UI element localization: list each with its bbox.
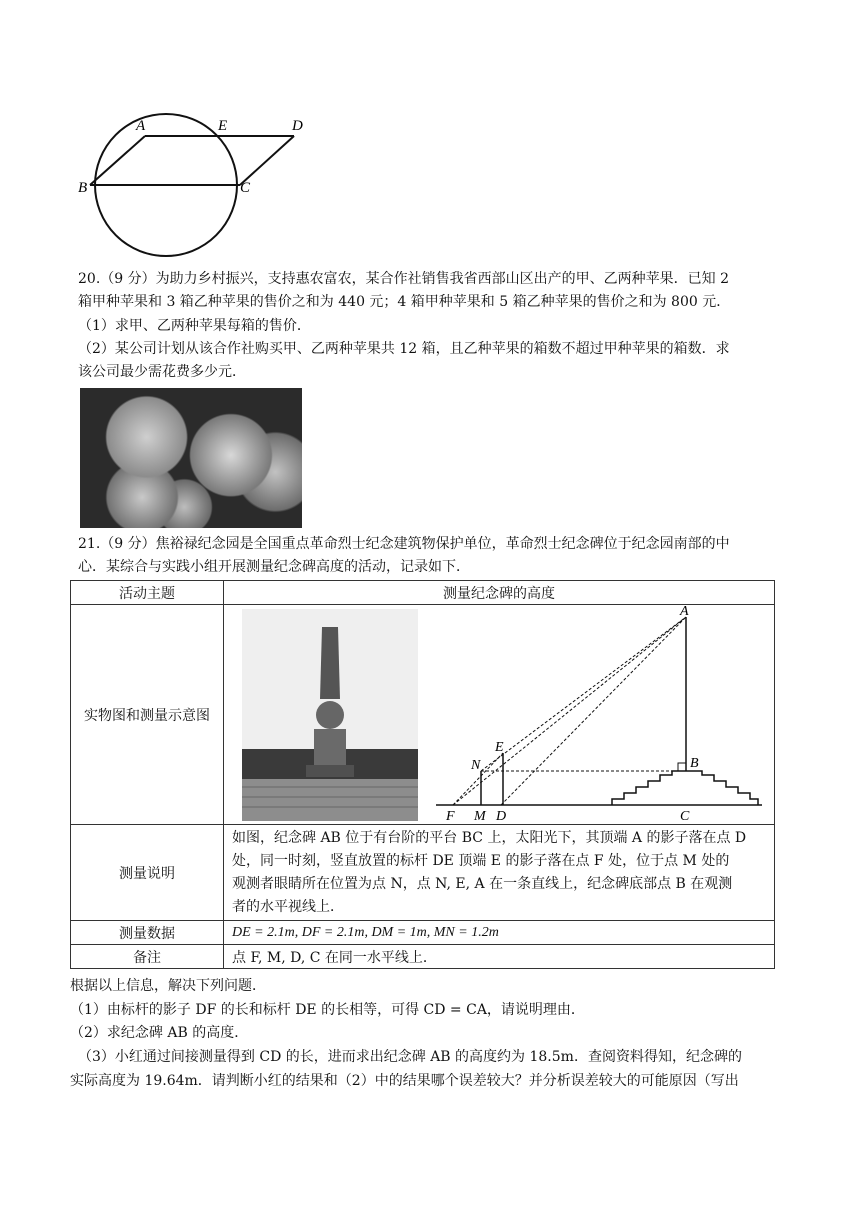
measurement-diagram bbox=[434, 605, 764, 823]
label-D: D bbox=[292, 118, 303, 134]
q20-line1: 20.（9 分）为助力乡村振兴，支持惠农富农，某合作社销售我省西部山区出产的甲、乙两种苹果．已知 2 bbox=[78, 271, 729, 287]
label-A: A bbox=[136, 118, 146, 134]
diag-label-C: C bbox=[680, 809, 690, 823]
desc-label: 测量说明 bbox=[71, 825, 224, 921]
q20-part2-line2: 该公司最少需花费多少元． bbox=[78, 364, 246, 380]
q21-part1: （1）由标杆的影子 DF 的长和标杆 DE 的长相等，可得 CD = CA，请说明理由． bbox=[70, 1002, 585, 1018]
monument-photo bbox=[242, 609, 418, 821]
q21-part2: （2）求纪念碑 AB 的高度． bbox=[70, 1025, 249, 1041]
q20-part2-line1: （2）某公司计划从该合作社购买甲、乙两种苹果共 12 箱，且乙种苹果的箱数不超过甲种苹果的箱数．求 bbox=[78, 341, 730, 357]
circle-parallelogram-figure bbox=[76, 108, 316, 260]
diag-label-A: A bbox=[680, 605, 689, 619]
data-value: DE = 2.1m, DF = 2.1m, DM = 1m, MN = 1.2m bbox=[224, 921, 775, 945]
data-label: 测量数据 bbox=[71, 921, 224, 945]
diag-label-F: F bbox=[446, 809, 455, 823]
diag-label-D: D bbox=[496, 809, 507, 823]
desc-line2: 处，同一时刻，竖直放置的标杆 DE 顶端 E 的影子落在点 F 处，位于点 M 处的 bbox=[232, 852, 730, 869]
table-row-theme bbox=[71, 581, 775, 605]
q20-part1: （1）求甲、乙两种苹果每箱的售价． bbox=[78, 318, 311, 334]
diag-label-B: B bbox=[690, 756, 699, 771]
q21-after-line: 根据以上信息，解决下列问题． bbox=[70, 978, 266, 994]
table-row-figure bbox=[71, 605, 775, 825]
desc-line1: 如图，纪念碑 AB 位于有台阶的平台 BC 上，太阳光下，其顶端 A 的影子落在点 D bbox=[232, 829, 747, 846]
table-row-note bbox=[71, 945, 775, 969]
q21-part3-line2: 实际高度为 19.64m．请判断小红的结果和（2）中的结果哪个误差较大？并分析误差较大的可能原因（写出 bbox=[70, 1073, 739, 1089]
q21-line2: 心．某综合与实践小组开展测量纪念碑高度的活动，记录如下． bbox=[78, 559, 470, 575]
figure-label: 实物图和测量示意图 bbox=[71, 605, 224, 825]
label-E: E bbox=[218, 118, 228, 134]
diag-label-E: E bbox=[495, 740, 504, 755]
q20-line2: 箱甲种苹果和 3 箱乙种苹果的售价之和为 440 元；4 箱甲种苹果和 5 箱乙种苹果的售价之和为 800 元． bbox=[78, 294, 731, 310]
label-B: B bbox=[78, 180, 88, 196]
table-row-data bbox=[71, 921, 775, 945]
q21-line1: 21.（9 分）焦裕禄纪念园是全国重点革命烈士纪念建筑物保护单位，革命烈士纪念碑位于纪念园南部的中 bbox=[78, 536, 730, 552]
measurement-record-table bbox=[70, 580, 775, 969]
note-label: 备注 bbox=[71, 945, 224, 969]
diag-label-M: M bbox=[474, 809, 486, 823]
theme-label: 活动主题 bbox=[71, 581, 224, 605]
note-value: 点 F, M, D, C 在同一水平线上． bbox=[224, 945, 775, 969]
apple-photo bbox=[80, 388, 302, 528]
desc-line3: 观测者眼睛所在位置为点 N，点 N, E, A 在一条直线上，纪念碑底部点 B 在观测 bbox=[232, 875, 733, 892]
diag-label-N: N bbox=[471, 758, 481, 773]
figure-cell bbox=[224, 605, 775, 825]
desc-line4: 者的水平视线上． bbox=[232, 898, 344, 915]
table-row-desc bbox=[71, 825, 775, 921]
label-C: C bbox=[240, 180, 251, 196]
theme-value: 测量纪念碑的高度 bbox=[224, 581, 775, 605]
desc-cell bbox=[224, 825, 775, 921]
q21-part3-line1: （3）小红通过间接测量得到 CD 的长，进而求出纪念碑 AB 的高度约为 18.5m．查阅资料得知，纪念碑的 bbox=[78, 1049, 742, 1065]
